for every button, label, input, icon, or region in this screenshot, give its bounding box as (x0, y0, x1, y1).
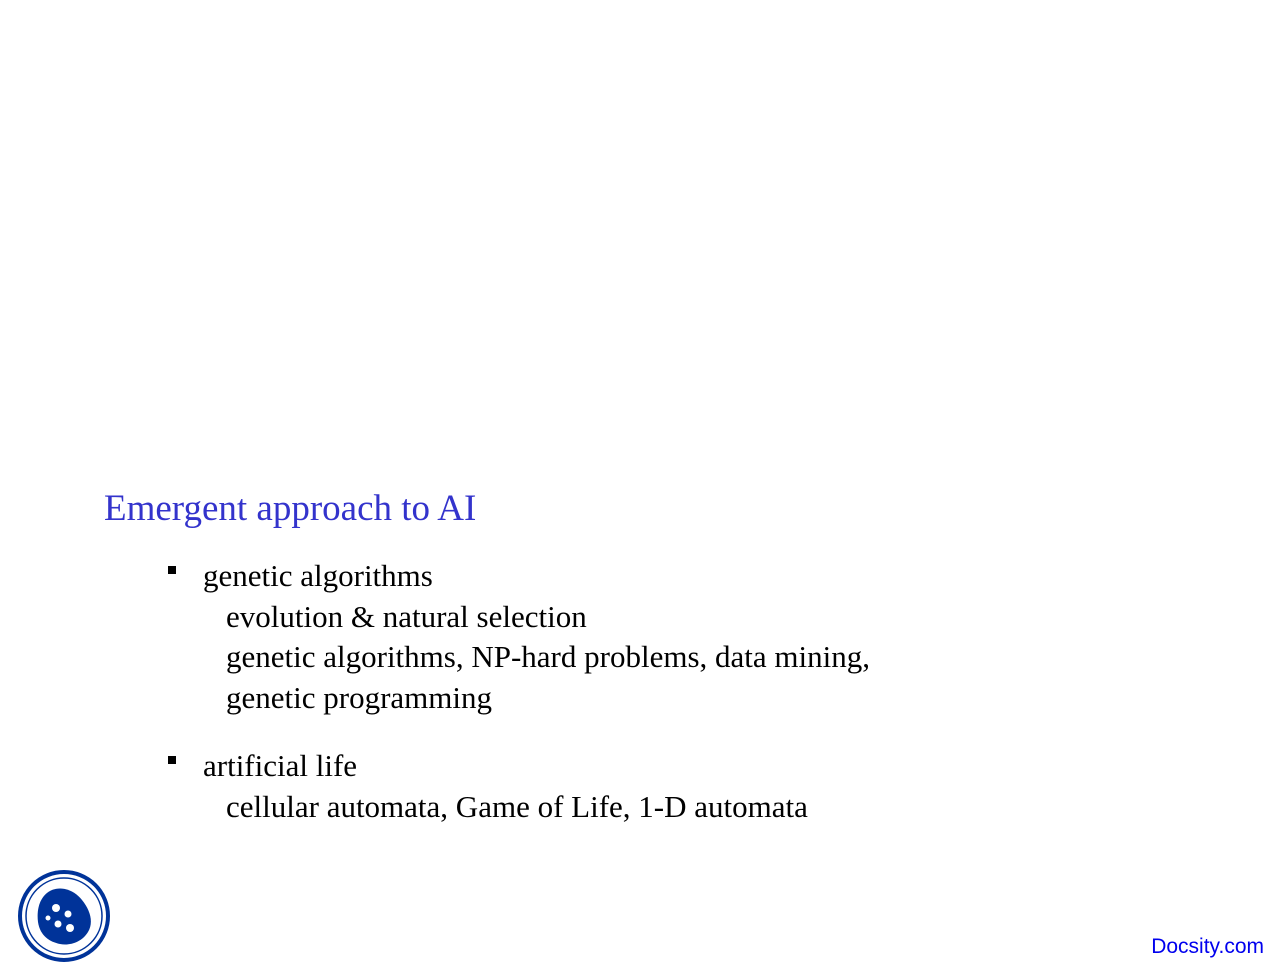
bullet-sub-line: evolution & natural selection (226, 598, 587, 634)
bullet-row (168, 556, 870, 597)
square-bullet-icon (168, 566, 176, 574)
slide-title: Emergent approach to AI (104, 488, 477, 529)
bullet-label: artificial life (203, 748, 358, 783)
square-bullet-icon (168, 756, 176, 764)
bullet-sub-line: genetic algorithms, NP-hard problems, data mining, (226, 639, 870, 674)
bullet-item-artificial-life (168, 746, 808, 827)
bullet-label: genetic algorithms (203, 558, 433, 593)
bullet-sub-line: genetic programming (226, 679, 492, 715)
bullet-sub-line: cellular automata, Game of Life, 1-D automata (226, 788, 808, 824)
university-seal-icon (18, 870, 110, 962)
bullet-item-genetic-algorithms (168, 556, 870, 718)
docsity-watermark: Docsity.com (1151, 935, 1264, 958)
bullet-row (168, 746, 808, 787)
